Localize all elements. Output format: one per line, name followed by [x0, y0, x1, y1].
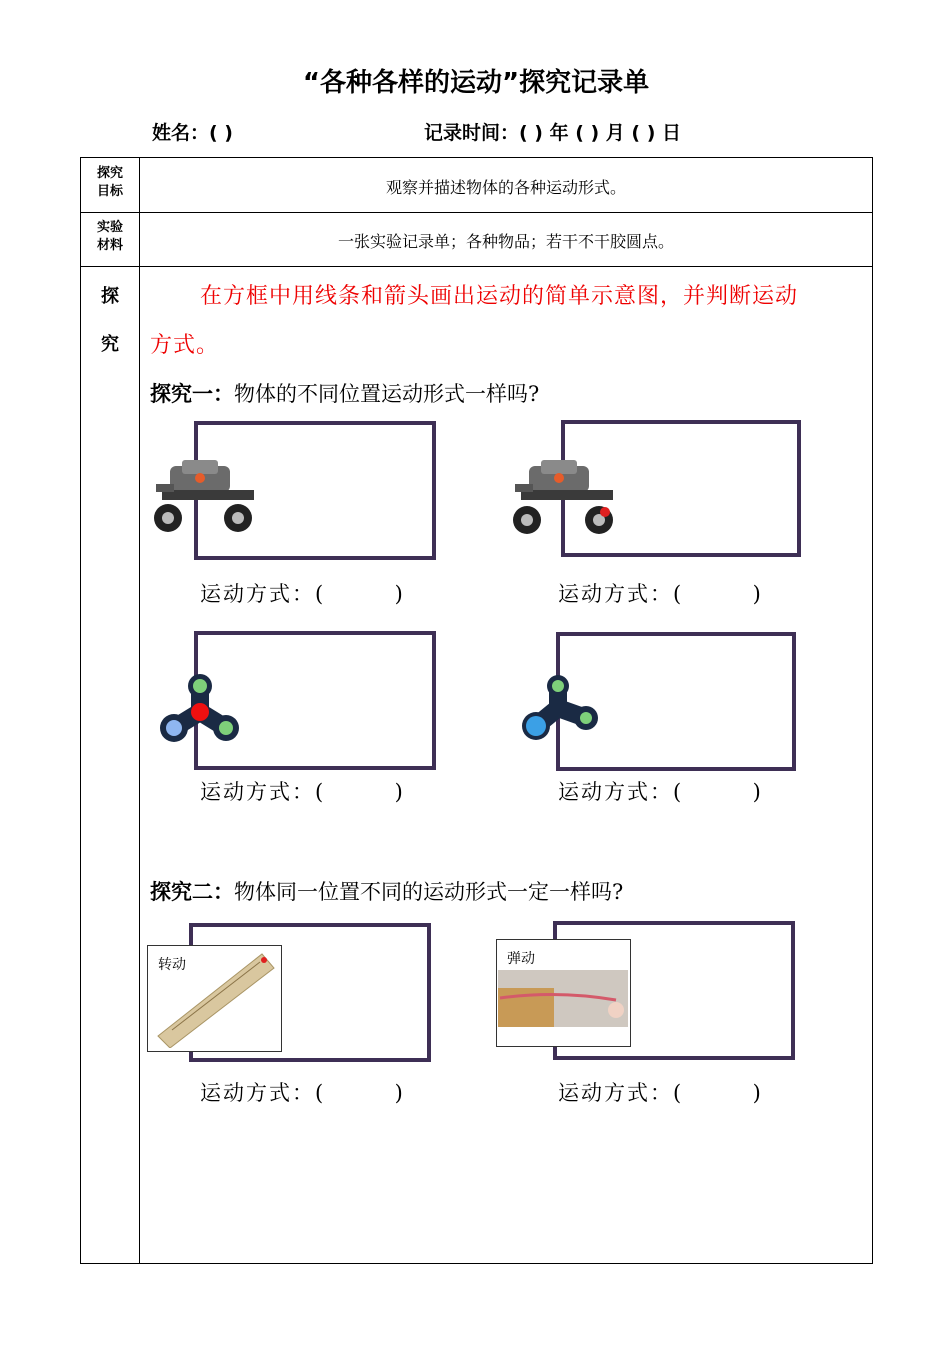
record-time-field: 记录时间：( ) 年 ( ) 月 ( ) 日 — [424, 122, 682, 144]
explore-label-1: 探 — [101, 286, 119, 307]
section2-question — [150, 876, 623, 906]
page-title: “各种各样的运动”探究记录单 — [302, 68, 650, 98]
answer-2: 运动方式：( ) — [558, 582, 763, 606]
photo-caption-rotate: 转动 — [158, 957, 186, 973]
instruction-line-2: 方式。 — [150, 333, 220, 358]
materials-label-bottom: 材料 — [96, 238, 123, 253]
row-divider — [81, 212, 872, 213]
goal-text: 观察并描述物体的各种运动形式。 — [385, 178, 626, 197]
materials-label — [81, 219, 139, 255]
section1-text: 物体的不同位置运动形式一样吗? — [234, 382, 540, 406]
explore-label-2: 究 — [101, 334, 119, 355]
section2-heading: 探究二： — [150, 879, 234, 904]
section1-heading: 探究一： — [150, 381, 234, 406]
row-divider — [81, 266, 872, 267]
section1-question — [150, 378, 539, 408]
goal-label — [81, 165, 139, 201]
column-divider — [139, 158, 140, 1263]
robot-car-icon — [152, 456, 260, 536]
instruction-line-1: 在方框中用线条和箭头画出运动的简单示意图，并判断运动 — [200, 284, 799, 309]
fidget-spinner-icon — [520, 674, 604, 746]
answer-1: 运动方式：( ) — [200, 582, 405, 606]
goal-label-bottom: 目标 — [96, 184, 123, 199]
photo-caption-spring: 弹动 — [507, 951, 535, 967]
answer-5: 运动方式：( ) — [200, 1081, 405, 1105]
answer-4: 运动方式：( ) — [558, 780, 763, 804]
fidget-spinner-icon — [158, 672, 242, 746]
goal-label-top: 探究 — [96, 166, 123, 181]
answer-6: 运动方式：( ) — [558, 1081, 763, 1105]
elastic-photo — [496, 939, 631, 1047]
materials-label-top: 实验 — [96, 220, 123, 235]
answer-3: 运动方式：( ) — [200, 780, 405, 804]
name-field: 姓名：( ) — [152, 122, 233, 144]
elastic-band-icon — [498, 970, 628, 1027]
robot-car-icon — [509, 456, 621, 538]
materials-text: 一张实验记录单；各种物品；若干不干胶圆点。 — [337, 232, 674, 251]
section2-text: 物体同一位置不同的运动形式一定一样吗? — [234, 880, 624, 904]
ruler-photo — [147, 945, 282, 1052]
ruler-icon — [152, 950, 278, 1048]
